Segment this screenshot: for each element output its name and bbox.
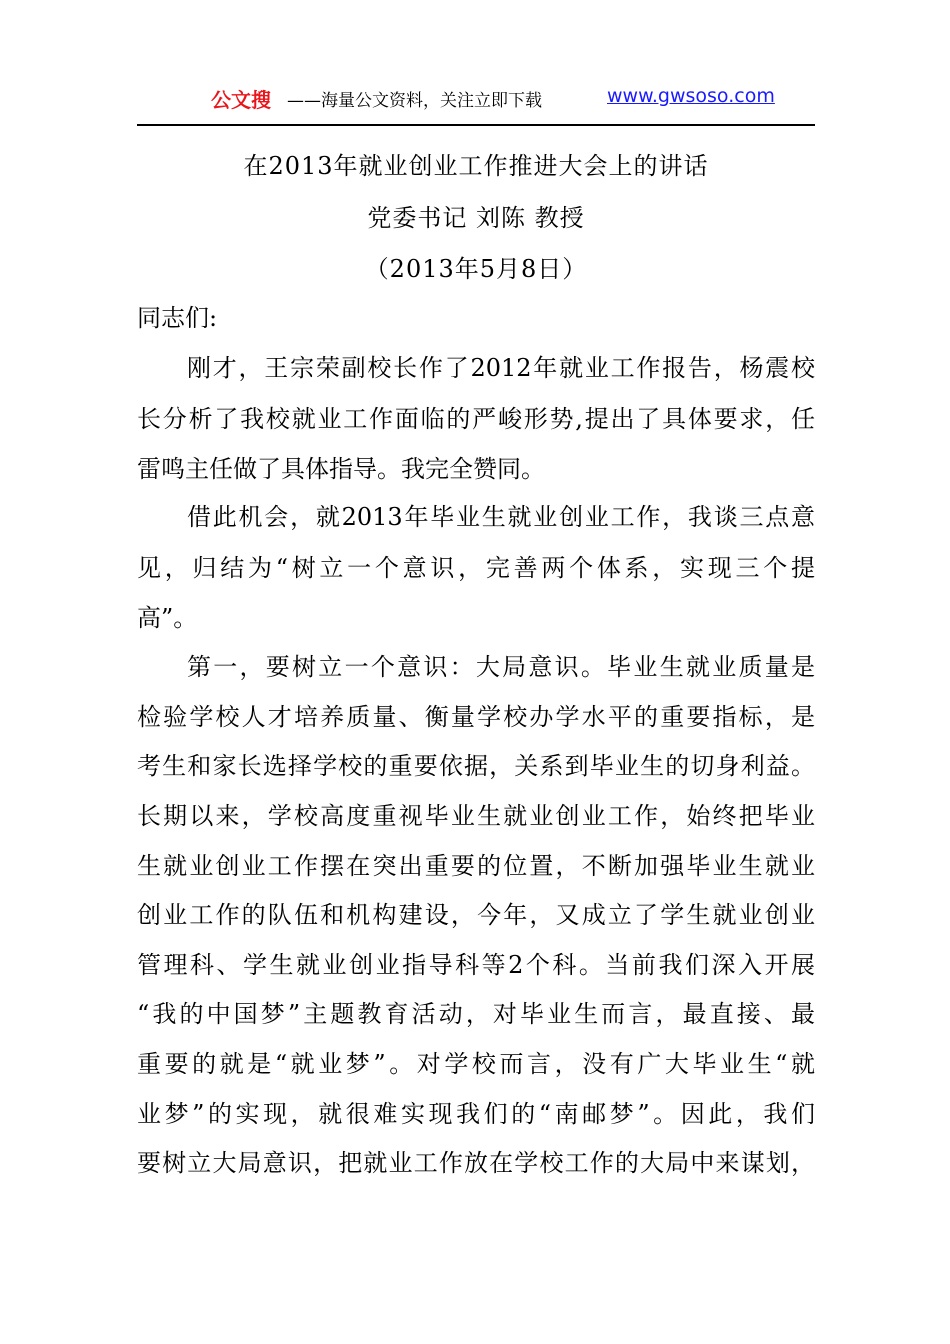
body-line: 重要的就是“就业梦”。对学校而言，没有广大毕业生“就 bbox=[137, 1050, 815, 1078]
body-line: 第一，要树立一个意识：大局意识。毕业生就业质量是 bbox=[187, 653, 815, 681]
body-line: 要树立大局意识，把就业工作放在学校工作的大局中来谋划， bbox=[137, 1149, 815, 1177]
body-line: 考生和家长选择学校的重要依据，关系到毕业生的切身利益。 bbox=[137, 752, 815, 780]
body-line: 雷鸣主任做了具体指导。我完全赞同。 bbox=[137, 455, 545, 483]
header-divider bbox=[137, 124, 815, 126]
body-line: 见，归结为“树立一个意识，完善两个体系，实现三个提 bbox=[137, 554, 815, 582]
body-line: 生就业创业工作摆在突出重要的位置，不断加强毕业生就业 bbox=[137, 852, 815, 880]
document-date: （2013年5月8日） bbox=[364, 255, 588, 283]
body-line: 管理科、学生就业创业指导科等2个科。当前我们深入开展 bbox=[137, 951, 815, 979]
body-line: 刚才，王宗荣副校长作了2012年就业工作报告，杨震校 bbox=[187, 354, 815, 382]
site-url-link[interactable]: www.gwsoso.com bbox=[607, 85, 775, 107]
document-title: 在2013年就业创业工作推进大会上的讲话 bbox=[243, 152, 709, 180]
body-line: 检验学校人才培养质量、衡量学校办学水平的重要指标，是 bbox=[137, 703, 815, 731]
body-line: 长分析了我校就业工作面临的严峻形势,提出了具体要求，任 bbox=[137, 405, 815, 433]
header-tagline: ——海量公文资料，关注立即下载 bbox=[287, 91, 542, 111]
body-line: 借此机会，就2013年毕业生就业创业工作，我谈三点意 bbox=[187, 503, 815, 531]
body-line: 高”。 bbox=[137, 604, 198, 632]
body-line: “我的中国梦”主题教育活动，对毕业生而言，最直接、最 bbox=[137, 1000, 815, 1028]
body-line: 创业工作的队伍和机构建设，今年，又成立了学生就业创业 bbox=[137, 901, 815, 929]
salutation: 同志们: bbox=[137, 304, 218, 332]
body-line: 长期以来，学校高度重视毕业生就业创业工作，始终把毕业 bbox=[137, 802, 815, 830]
document-author: 党委书记 刘陈 教授 bbox=[367, 204, 585, 232]
site-header bbox=[137, 80, 815, 114]
brand-logo[interactable]: 公文搜 bbox=[211, 88, 271, 112]
body-line: 业梦”的实现，就很难实现我们的“南邮梦”。因此，我们 bbox=[137, 1100, 815, 1128]
